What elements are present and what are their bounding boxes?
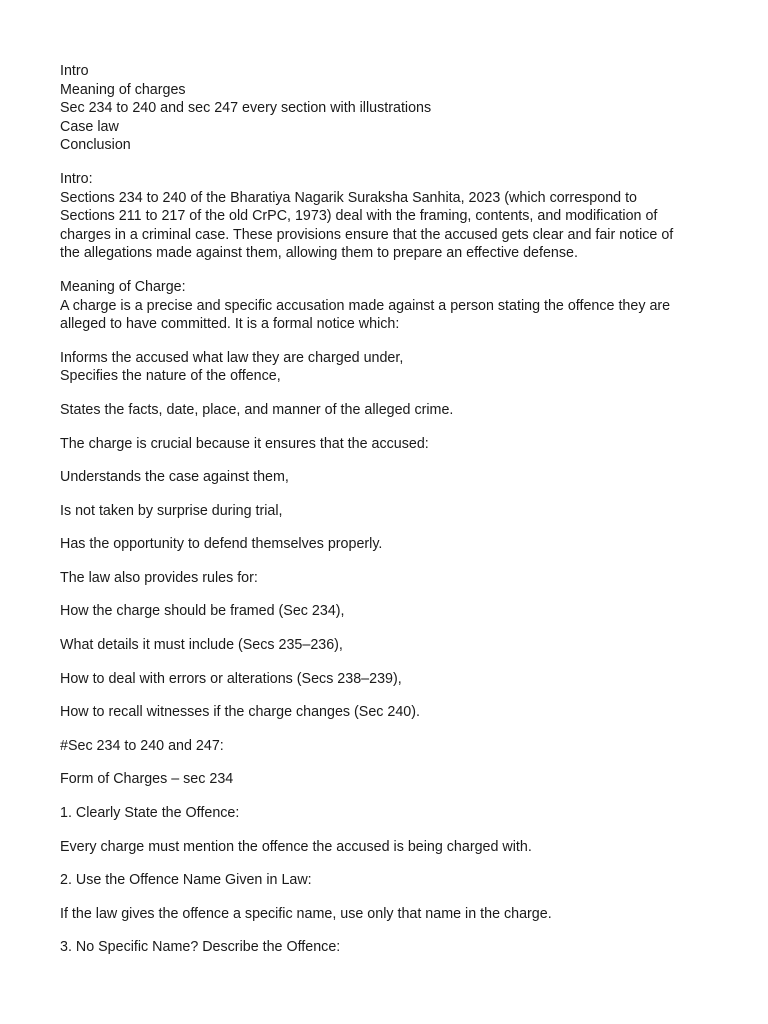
outline-item: Meaning of charges <box>60 81 186 98</box>
document-body <box>60 62 720 957</box>
paragraph: Informs the accused what law they are charged under, <box>60 349 404 366</box>
paragraph: How to recall witnesses if the charge changes (Sec 240). <box>60 704 420 721</box>
numbered-heading: 3. No Specific Name? Describe the Offence: <box>60 939 341 956</box>
sections-section <box>60 737 720 957</box>
paragraph: The law also provides rules for: <box>60 569 258 586</box>
intro-heading: Intro: <box>60 170 93 187</box>
paragraph: States the facts, date, place, and manner of the alleged crime. <box>60 401 454 418</box>
sections-heading: #Sec 234 to 240 and 247: <box>60 737 224 754</box>
outline-list <box>60 62 720 155</box>
paragraph: What details it must include (Secs 235–236), <box>60 637 343 654</box>
meaning-paragraph-line: alleged to have committed. It is a formal notice which: <box>60 316 400 333</box>
form-of-charges-heading: Form of Charges – sec 234 <box>60 771 234 788</box>
meaning-heading: Meaning of Charge: <box>60 278 186 295</box>
paragraph: The charge is crucial because it ensures that the accused: <box>60 435 429 452</box>
paragraph: Specifies the nature of the offence, <box>60 368 281 385</box>
paragraph: If the law gives the offence a specific name, use only that name in the charge. <box>60 905 552 922</box>
meaning-section <box>60 278 720 722</box>
paragraph: Every charge must mention the offence the accused is being charged with. <box>60 838 532 855</box>
paragraph: How the charge should be framed (Sec 234), <box>60 603 345 620</box>
intro-paragraph-line: Sections 234 to 240 of the Bharatiya Nagarik Suraksha Sanhita, 2023 (which correspond to <box>60 189 637 206</box>
outline-item: Sec 234 to 240 and sec 247 every section with illustrations <box>60 100 432 117</box>
outline-item: Intro <box>60 63 89 79</box>
numbered-heading: 1. Clearly State the Offence: <box>60 805 240 822</box>
paragraph: Understands the case against them, <box>60 469 289 486</box>
intro-paragraph-line: charges in a criminal case. These provisions ensure that the accused gets clear and fair notice of <box>60 226 674 243</box>
intro-paragraph-line: the allegations made against them, allowing them to prepare an effective defense. <box>60 245 578 262</box>
paragraph: Has the opportunity to defend themselves properly. <box>60 536 383 553</box>
intro-section <box>60 170 720 263</box>
intro-paragraph-line: Sections 211 to 217 of the old CrPC, 1973) deal with the framing, contents, and modification of <box>60 208 658 225</box>
meaning-paragraph-line: A charge is a precise and specific accusation made against a person stating the offence they are <box>60 297 671 314</box>
outline-item: Conclusion <box>60 137 131 154</box>
numbered-heading: 2. Use the Offence Name Given in Law: <box>60 872 312 889</box>
outline-item: Case law <box>60 118 119 135</box>
paragraph: Is not taken by surprise during trial, <box>60 502 283 519</box>
paragraph: How to deal with errors or alterations (Secs 238–239), <box>60 670 402 687</box>
